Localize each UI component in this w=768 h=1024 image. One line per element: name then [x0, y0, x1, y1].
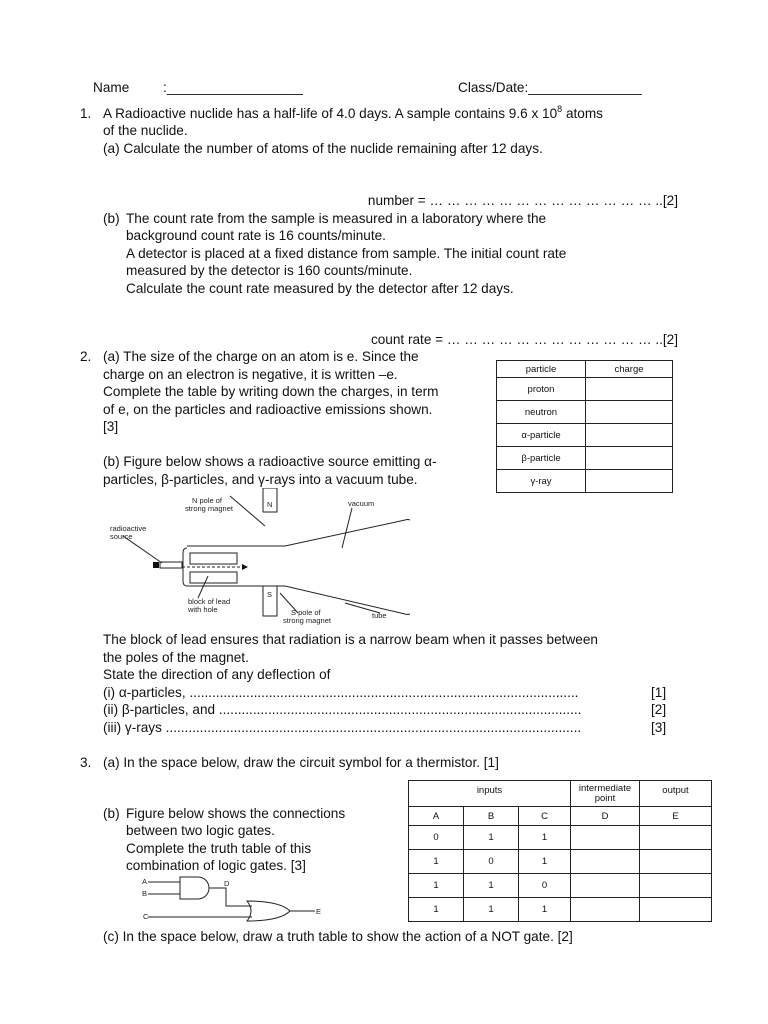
answer-cell-d[interactable]: [571, 874, 640, 898]
cell: 1: [519, 898, 571, 922]
and-gate: [180, 877, 209, 899]
q1b-line: background count rate is 16 counts/minute.: [126, 228, 386, 243]
mark-gamma: [3]: [651, 720, 667, 735]
cell: 1: [519, 826, 571, 850]
q3b-line: combination of logic gates. [3]: [126, 858, 306, 873]
label-s-pole: strong magnet: [283, 616, 331, 625]
cell: 1: [464, 826, 519, 850]
label-s-pole: S pole of: [291, 608, 321, 617]
cell: 1: [409, 850, 464, 874]
cell: 1: [409, 874, 464, 898]
q1-number: 1.: [80, 106, 92, 121]
cell: 1: [409, 898, 464, 922]
q2a-line: Complete the table by writing down the charges, in term: [103, 384, 439, 399]
cell: 1: [464, 898, 519, 922]
q2-text: State the direction of any deflection of: [103, 667, 331, 682]
q1b-line: measured by the detector is 160 counts/minute.: [126, 263, 413, 278]
answer-beta[interactable]: (ii) β-particles, and ................................................................................................: [103, 702, 582, 717]
answer-gamma[interactable]: (iii) γ-rays ..............................................................................................................: [103, 720, 582, 735]
answer-cell-d[interactable]: [571, 826, 640, 850]
q1b-label: (b): [103, 211, 120, 226]
q3c-question: (c) In the space below, draw a truth table to show the action of a NOT gate. [2]: [103, 929, 573, 944]
answer-cell-e[interactable]: [640, 874, 712, 898]
vacuum-tube-diagram: [90, 488, 410, 630]
cell: 0: [519, 874, 571, 898]
answer-alpha[interactable]: (i) α-particles, .......................................................................................................: [103, 685, 579, 700]
or-gate: [247, 901, 290, 921]
group-output: output: [640, 781, 712, 807]
lead-block-bottom: [190, 572, 237, 583]
group-intermediate: intermediate point: [571, 781, 640, 807]
name-field[interactable]: :__________________: [163, 80, 303, 95]
charge-input-cell[interactable]: [586, 401, 673, 424]
q2a-line: [3]: [103, 419, 119, 434]
particle-cell: α-particle: [497, 424, 586, 447]
q3b-line: Complete the truth table of this: [126, 841, 312, 856]
cell: 1: [519, 850, 571, 874]
name-label: Name: [93, 80, 130, 95]
cell: 1: [464, 874, 519, 898]
q2-number: 2.: [80, 349, 92, 364]
class-date-field[interactable]: Class/Date:_______________: [458, 80, 642, 95]
q2a-line: of e, on the particles and radioactive emissions shown.: [103, 402, 433, 417]
label-s: S: [267, 590, 273, 599]
q1a-question: (a) Calculate the number of atoms of the nuclide remaining after 12 days.: [103, 141, 543, 156]
mark-alpha: [1]: [651, 685, 667, 700]
gate-label-d: D: [224, 879, 230, 888]
truth-table: [408, 780, 712, 922]
mark-beta: [2]: [651, 702, 667, 717]
particle-cell: proton: [497, 378, 586, 401]
charge-table: [496, 360, 673, 493]
charge-input-cell[interactable]: [586, 447, 673, 470]
col-c: C: [519, 807, 571, 826]
col-b: B: [464, 807, 519, 826]
particle-cell: neutron: [497, 401, 586, 424]
q3b-line: Figure below shows the connections: [126, 806, 346, 821]
gate-label-e: E: [316, 907, 322, 916]
answer-cell-e[interactable]: [640, 850, 712, 874]
header-charge: charge: [586, 361, 673, 378]
q1b-line: A detector is placed at a fixed distance from sample. The initial count rate: [126, 246, 567, 261]
col-a: A: [409, 807, 464, 826]
gate-label-c: C: [143, 912, 149, 921]
q3b-line: between two logic gates.: [126, 823, 275, 838]
q2-text: the poles of the magnet.: [103, 650, 249, 665]
q1-stem-2: of the nuclide.: [103, 123, 188, 138]
label-n: N: [267, 500, 273, 509]
particle-cell: β-particle: [497, 447, 586, 470]
label-vacuum: vacuum: [348, 499, 375, 508]
q1-stem-text: A Radioactive nuclide has a half-life of 4.0 days. A sample contains 9.6 x 10: [103, 106, 558, 121]
q3b-label: (b): [103, 806, 120, 821]
label-lead: with hole: [188, 605, 218, 614]
q2b-line: particles, β-particles, and γ-rays into a vacuum tube.: [103, 472, 418, 487]
label-tube: tube: [372, 611, 387, 620]
answer-cell-d[interactable]: [571, 850, 640, 874]
group-inputs: inputs: [409, 781, 571, 807]
q1-stem-end: atoms: [562, 106, 603, 121]
charge-input-cell[interactable]: [586, 470, 673, 493]
answer-cell-e[interactable]: [640, 826, 712, 850]
col-d: D: [571, 807, 640, 826]
label-lead: block of lead: [188, 597, 231, 606]
q1b-line: Calculate the count rate measured by the detector after 12 days.: [126, 281, 514, 296]
label-source: radioactive: [110, 524, 147, 533]
lead-block-top: [190, 553, 237, 564]
q2b-line: (b) Figure below shows a radioactive source emitting α-: [103, 454, 437, 469]
answer-cell-d[interactable]: [571, 898, 640, 922]
particle-cell: γ-ray: [497, 470, 586, 493]
source-icon: [153, 562, 159, 568]
gate-label-a: A: [142, 877, 148, 886]
q1-exponent: 8: [557, 104, 563, 114]
gate-label-b: B: [142, 889, 148, 898]
q3a-question: (a) In the space below, draw the circuit symbol for a thermistor. [1]: [103, 755, 499, 770]
answer-cell-e[interactable]: [640, 898, 712, 922]
q1a-answer-line[interactable]: number = … … … … … … … … … … … … … ..[2]: [367, 193, 678, 208]
label-n-pole: strong magnet: [185, 504, 233, 513]
label-source: source: [110, 532, 133, 541]
q1b-answer-line[interactable]: count rate = … … … … … … … … … … … … ..[2]: [370, 332, 678, 347]
label-n-pole: N pole of: [192, 496, 223, 505]
q2a-line: (a) The size of the charge on an atom is e. Since the: [103, 349, 419, 364]
q1-stem: [103, 105, 603, 122]
cell: 0: [409, 826, 464, 850]
q1b-line: The count rate from the sample is measured in a laboratory where the: [126, 211, 547, 226]
q2-text: The block of lead ensures that radiation is a narrow beam when it passes between: [103, 632, 598, 647]
cell: 0: [464, 850, 519, 874]
charge-input-cell[interactable]: [586, 424, 673, 447]
header-particle: particle: [497, 361, 586, 378]
logic-gate-diagram: [140, 874, 330, 924]
col-e: E: [640, 807, 712, 826]
q2a-line: charge on an electron is negative, it is written –e.: [103, 367, 398, 382]
q3-number: 3.: [80, 755, 92, 770]
charge-input-cell[interactable]: [586, 378, 673, 401]
